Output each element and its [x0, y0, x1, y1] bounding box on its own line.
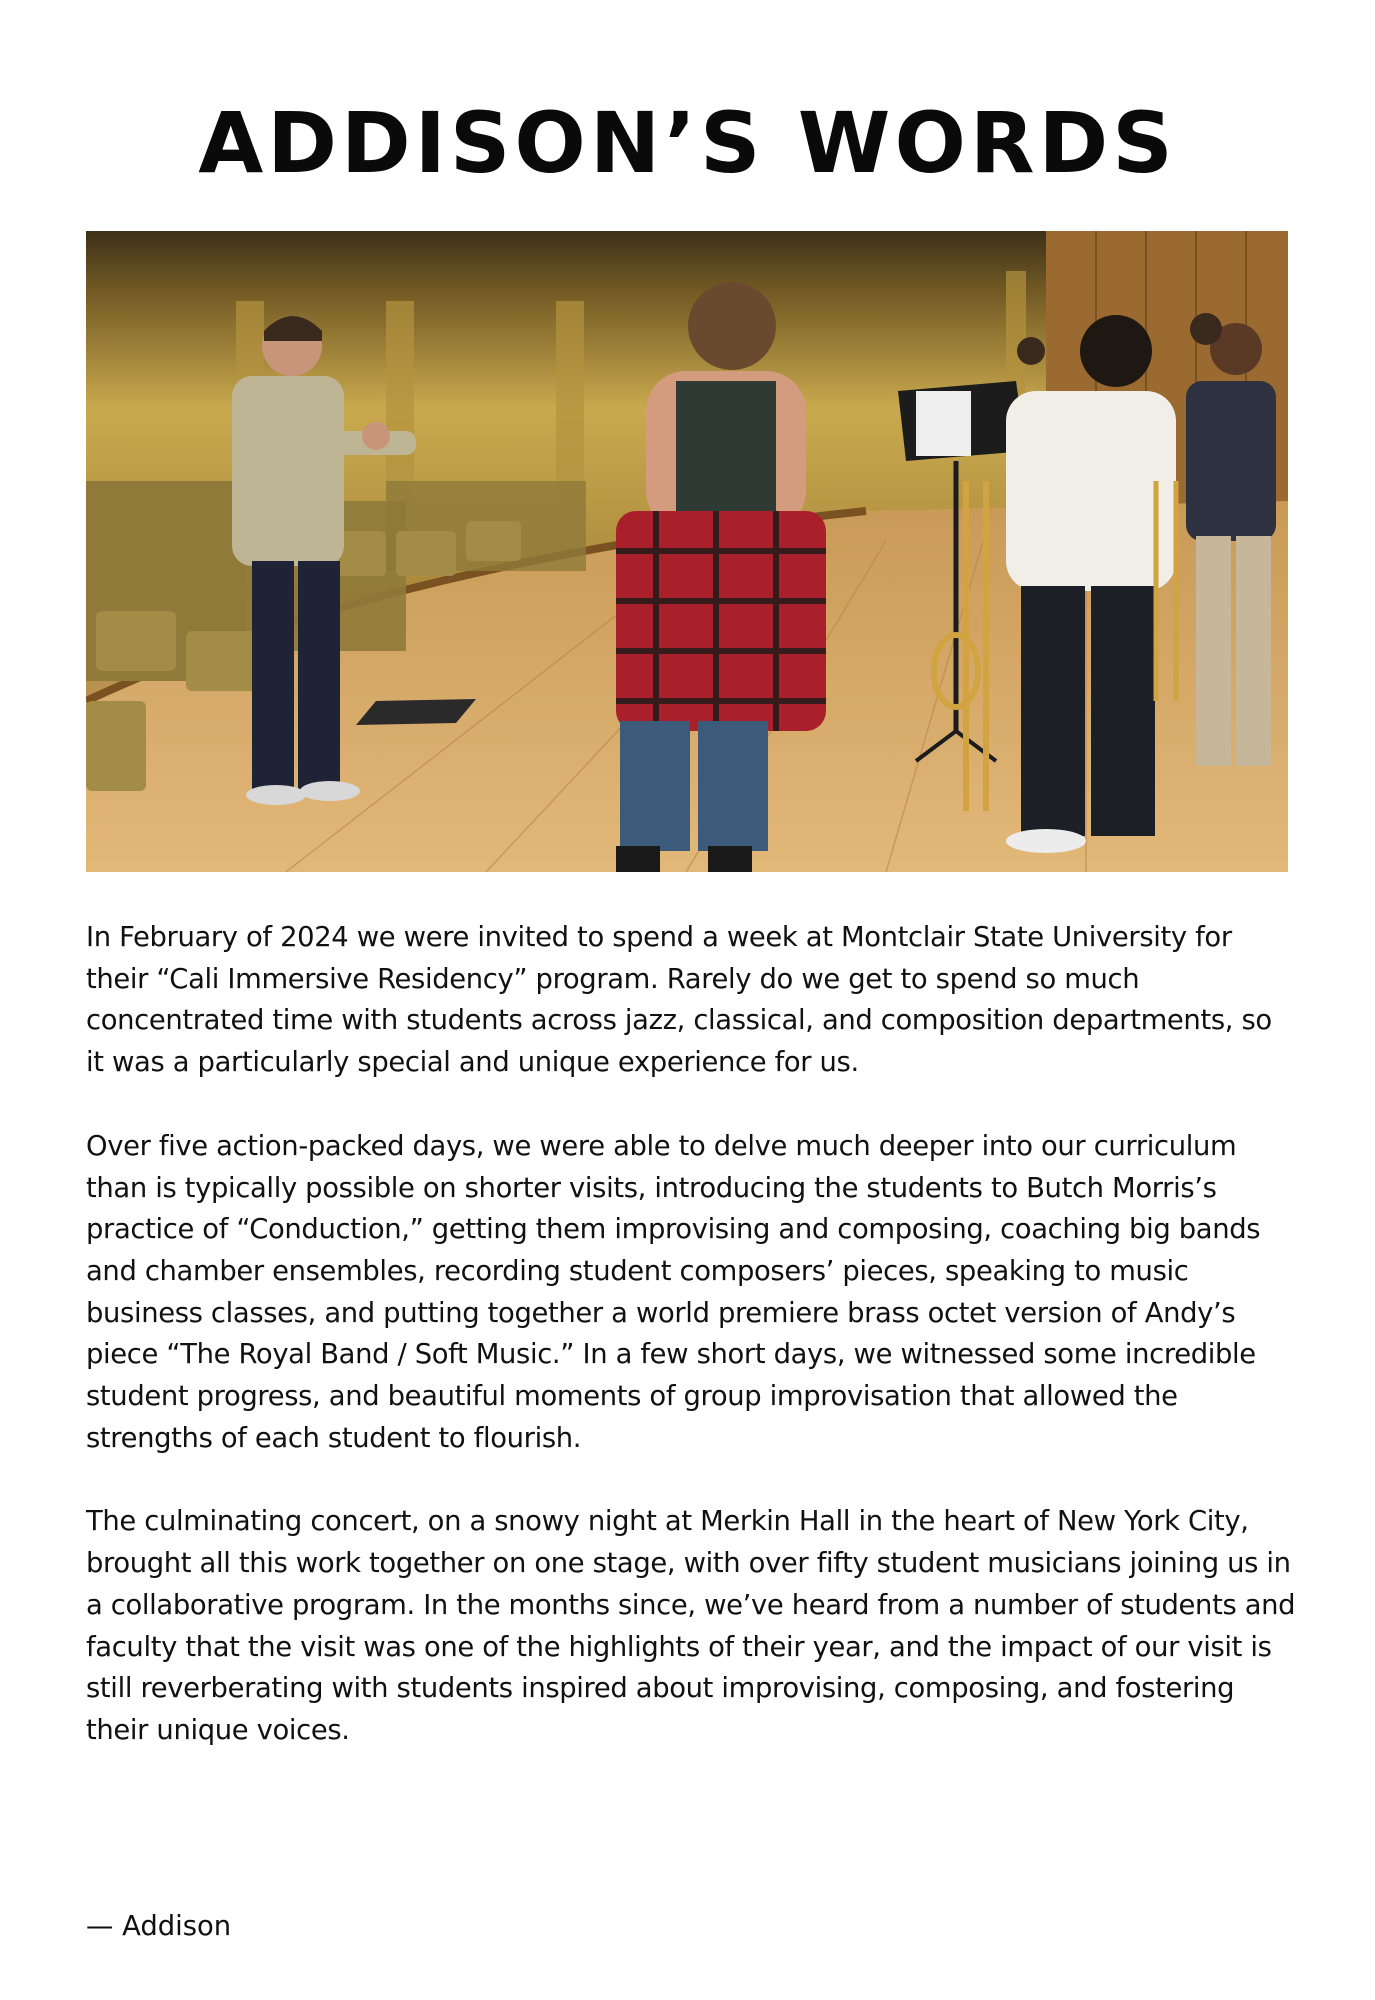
article-body [86, 917, 1296, 1794]
rehearsal-photo [86, 231, 1288, 872]
student-figure-white-shirt [1006, 315, 1176, 853]
page-title: ADDISON’S WORDS [198, 94, 1177, 192]
paragraph-3: The culminating concert, on a snowy night at Merkin Hall in the heart of New York City, brought all this work together on one stage, with over fifty student musicians joining us in a collaborative program. In the months since, we’ve heard from a number of students and faculty that the visit was one of the highlights of their year, and the impact of our visit is still reverberating with students inspired about improvising, composing, and fostering their unique voices. [86, 1506, 1296, 1746]
paragraph-1: In February of 2024 we were invited to spend a week at Montclair State University for their “Cali Immersive Residency” program. Rarely do we get to spend so much concentrated time with students across jazz, classical, and composition departments, so it was a particularly special and unique experience for us. [86, 922, 1272, 1079]
signature: — Addison [86, 1911, 232, 1942]
stage-rehearsal-illustration [86, 231, 1288, 872]
paragraph-2: Over five action-packed days, we were able to delve much deeper into our curriculum than is typically possible on shorter visits, introducing the students to Butch Morris’s practice of “Conduction,” getting them improvising and composing, coaching big bands and chamber ensembles, recording student composers’ pieces, speaking to music business classes, and putting together a world premiere brass octet version of Andy’s piece “The Royal Band / Soft Music.” In a few short days, we witnessed some incredible student progress, and beautiful moments of group improvisation that allowed the strengths of each student to flourish. [86, 1130, 1261, 1454]
